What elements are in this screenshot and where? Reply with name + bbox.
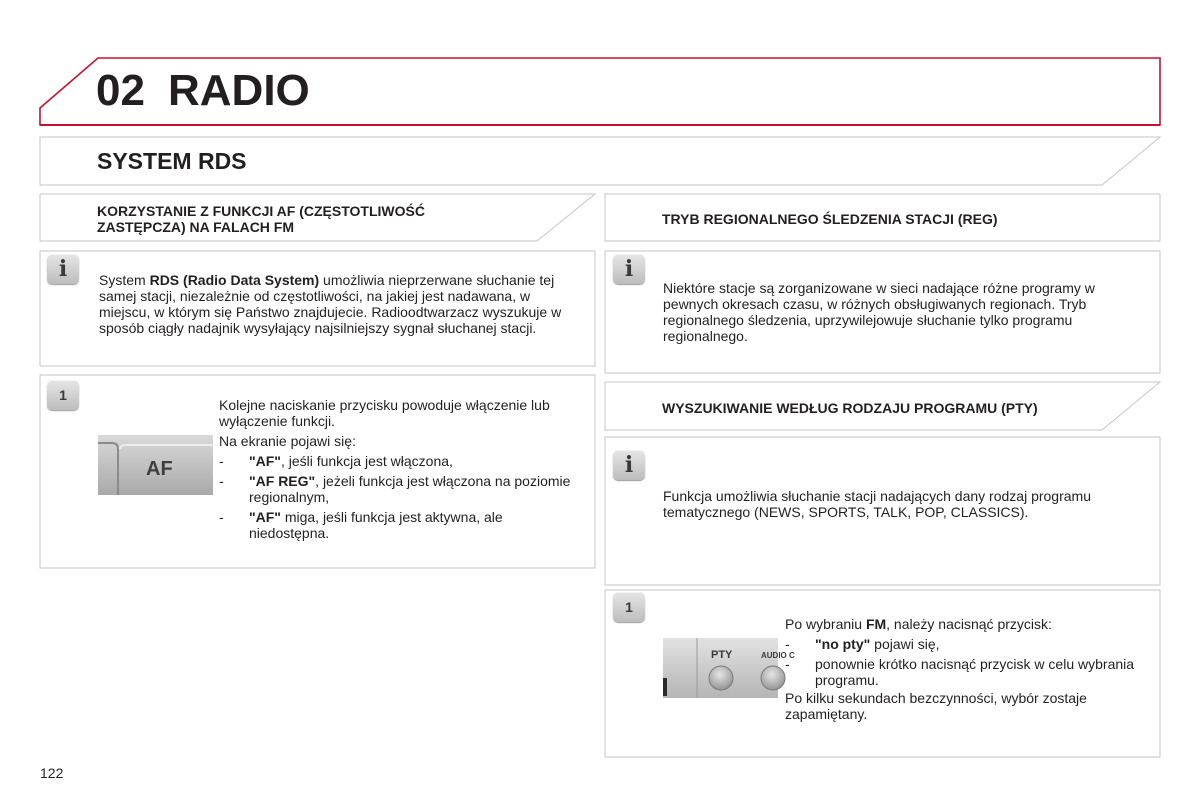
pty-button-image — [663, 638, 795, 698]
audio-button-label: AUDIO C — [761, 651, 795, 660]
list-item: - "AF REG", jeżeli funkcja jest włączona na poziomie regionalnym, — [219, 473, 571, 505]
page-number: 122 — [40, 765, 64, 781]
chapter-number: 02 — [96, 66, 145, 115]
pty-step-text — [785, 616, 1145, 722]
reg-info-text: Niektóre stacje są zorganizowane w sieci nadające różne programy w pewnych okresach czasu, w różnych obsługiwanych regionach. Tryb regionalnego śledzenia, uprzywilejowuje słuchanie tylko programu regionalnego. — [663, 280, 1095, 344]
list-item: - ponownie krótko nacisnąć przycisk w celu wybrania programu. — [785, 656, 1135, 688]
af-button-label: AF — [146, 458, 173, 480]
rds-info-text: System RDS (Radio Data System) umożliwia nieprzerwane słuchanie tej samej stacji, niezależnie od częstotliwości, na jakiej jest nadawana, w miejscu, w którym się Państwo znajdujecie. Radioodtwarzacz wyszukuje w sposób ciągły nadajnik wysyłający najsilniejszy sygnał słuchanej stacji. — [99, 272, 562, 336]
af-box-title: KORZYSTANIE Z FUNKCJI AF (CZĘSTOTLIWOŚĆ ZASTĘPCZA) NA FALACH FM — [97, 203, 425, 235]
list-item: - "AF", jeśli funkcja jest włączona, — [219, 453, 453, 469]
info-icon: i — [613, 450, 645, 480]
pty-box-title: WYSZUKIWANIE WEDŁUG RODZAJU PROGRAMU (PTY) — [662, 400, 1038, 416]
chapter-title: RADIO — [168, 66, 310, 115]
pty-step-outro: Po kilku sekundach bezczynności, wybór zostaje zapamiętany. — [785, 690, 1087, 722]
step-1-badge: 1 — [47, 380, 79, 410]
section-title: SYSTEM RDS — [97, 148, 247, 174]
info-icon: i — [613, 254, 645, 284]
step-1-badge: 1 — [613, 592, 645, 622]
pty-step-intro: Po wybraniu FM, należy nacisnąć przycisk: — [785, 616, 1052, 632]
info-icon: i — [47, 254, 79, 284]
list-item: - "no pty" pojawi się, — [785, 636, 940, 652]
reg-box-title: TRYB REGIONALNEGO ŚLEDZENIA STACJI (REG) — [662, 211, 998, 227]
pty-info-text: Funkcja umożliwia słuchanie stacji nadających dany rodzaj programu tematycznego (NEWS, SPORTS, TALK, POP, CLASSICS). — [663, 488, 1091, 520]
af-step-intro: Kolejne naciskanie przycisku powoduje włączenie lub wyłączenie funkcji. — [219, 397, 550, 429]
af-button-image — [98, 435, 213, 495]
af-step-text — [219, 397, 581, 543]
pty-button-label: PTY — [711, 649, 733, 661]
list-item: - "AF" miga, jeśli funkcja jest aktywna, ale niedostępna. — [219, 509, 503, 541]
af-screen-line: Na ekranie pojawi się: — [219, 433, 356, 449]
